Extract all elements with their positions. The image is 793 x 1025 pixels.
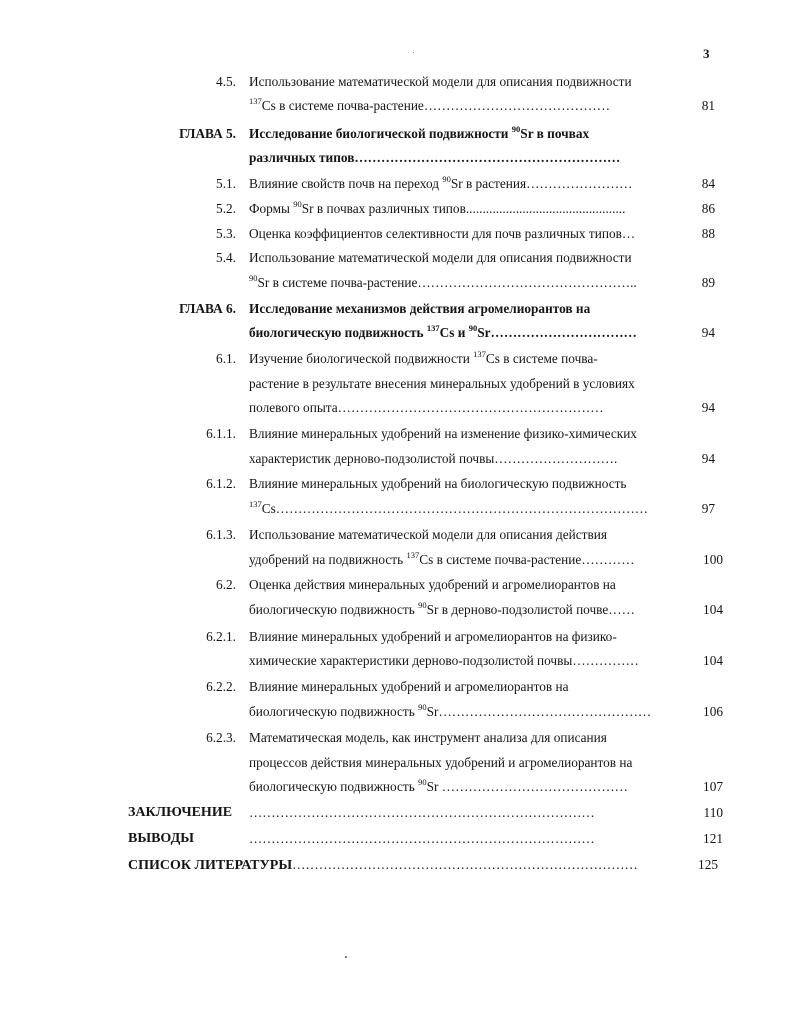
chapter-6-page: 94	[701, 325, 715, 340]
entry-6-2-2-title-line1: Влияние минеральных удобрений и агромелиорантов на	[249, 679, 569, 694]
entry-5-3-number: 5.3.	[216, 226, 236, 241]
entry-6-1-title-line2: растение в результате внесения минеральных удобрений в условиях	[249, 376, 635, 391]
entry-5-1-number: 5.1.	[216, 176, 236, 191]
entry-6-2-title-line1: Оценка действия минеральных удобрений и агромелиорантов на	[249, 577, 616, 592]
findings-title: ВЫВОДЫ	[128, 831, 194, 846]
chapter-5-number: ГЛАВА 5.	[179, 126, 236, 141]
chapter-5-title-line1: Исследование биологической подвижности $^{90}$Sr в почвах	[249, 124, 590, 141]
entry-5-2-title: Формы $^{90}$Sr в почвах различных типов................................................	[249, 199, 626, 216]
entry-5-2-page: 86	[701, 201, 715, 216]
literature-page: 125	[698, 857, 718, 872]
entry-6-2-3-title-line3: биологическую подвижность $^{90}$Sr ……………………………………	[249, 777, 628, 794]
entry-5-4-title-line2: $^{90}$Sr в системе почва-растение…………………………………………..	[249, 273, 637, 290]
chapter-6-title-line1: Исследование механизмов действия агромелиорантов на	[249, 301, 591, 316]
entry-6-1-1-page: 94	[701, 451, 715, 466]
chapter-5-title-line2: различных типов……………………………………………………	[249, 150, 621, 165]
entry-6-2-1-title-line1: Влияние минеральных удобрений и агромелиорантов на физико-	[249, 629, 617, 644]
entry-6-2-1-page: 104	[703, 653, 723, 668]
entry-4-5-number: 4.5.	[216, 74, 236, 89]
entry-6-2-3-title-line1: Математическая модель, как инструмент анализа для описания	[249, 730, 607, 745]
findings-page: 121	[703, 831, 723, 846]
entry-6-1-3-number: 6.1.3.	[206, 527, 236, 542]
entry-6-2-2-title-line2: биологическую подвижность $^{90}$Sr…………………………………………	[249, 702, 652, 719]
literature-title: СПИСОК ЛИТЕРАТУРЫ	[128, 858, 293, 873]
entry-4-5-title-line1: Использование математической модели для описания подвижности	[249, 74, 632, 89]
entry-6-1-3-title-line1: Использование математической модели для описания действия	[249, 527, 607, 542]
entry-6-2-3-page: 107	[703, 779, 723, 794]
entry-6-2-2-number: 6.2.2.	[206, 679, 236, 694]
entry-6-1-2-title-line1: Влияние минеральных удобрений на биологическую подвижность	[249, 476, 627, 491]
entry-6-2-page: 104	[703, 602, 723, 617]
literature-line	[128, 857, 688, 874]
conclusion-page: 110	[703, 805, 723, 820]
entry-6-2-title-line2: биологическую подвижность $^{90}$Sr в дерново-подзолистой почве……	[249, 600, 635, 617]
entry-6-1-2-number: 6.1.2.	[206, 476, 236, 491]
findings-leader: ……………………………………………………………………	[249, 831, 595, 846]
entry-6-1-page: 94	[701, 400, 715, 415]
entry-5-4-number: 5.4.	[216, 250, 236, 265]
entry-6-2-3-number: 6.2.3.	[206, 730, 236, 745]
entry-6-1-title-line1: Изучение биологической подвижности $^{137}$Cs в системе почва-	[249, 349, 598, 366]
entry-5-2-number: 5.2.	[216, 201, 236, 216]
entry-4-5-title-line2: $^{137}$Cs в системе почва-растение……………………………………	[249, 96, 610, 113]
entry-6-1-3-title-line2: удобрений на подвижность $^{137}$Cs в системе почва-растение…………	[249, 550, 635, 567]
entry-6-1-2-page: 97	[701, 501, 715, 516]
entry-6-1-1-title-line1: Влияние минеральных удобрений на изменение физико-химических	[249, 426, 637, 441]
entry-6-2-number: 6.2.	[216, 577, 236, 592]
entry-5-4-title-line1: Использование математической модели для описания подвижности	[249, 250, 632, 265]
conclusion-title: ЗАКЛЮЧЕНИЕ	[128, 805, 233, 820]
scan-speck	[345, 956, 347, 958]
scan-speck	[413, 52, 414, 53]
entry-6-2-3-title-line2: процессов действия минеральных удобрений и агромелиорантов на	[249, 755, 633, 770]
entry-6-1-title-line3: полевого опыта……………………………………………………	[249, 400, 604, 415]
entry-5-3-title: Оценка коэффициентов селективности для почв различных типов…	[249, 226, 636, 241]
entry-5-3-page: 88	[701, 226, 715, 241]
chapter-6-title-line2: биологическую подвижность $^{137}$Cs и $^{90}$Sr……………………………	[249, 323, 637, 340]
entry-6-1-number: 6.1.	[216, 351, 236, 366]
entry-6-1-1-title-line2: характеристик дерново-подзолистой почвы……………………….	[249, 451, 618, 466]
entry-4-5-page: 81	[701, 98, 715, 113]
chapter-6-number: ГЛАВА 6.	[179, 301, 236, 316]
entry-5-1-page: 84	[701, 176, 715, 191]
entry-6-2-1-number: 6.2.1.	[206, 629, 236, 644]
literature-leader: ……………………………………………………………………	[292, 857, 638, 872]
entry-5-4-page: 89	[701, 275, 715, 290]
entry-6-1-1-number: 6.1.1.	[206, 426, 236, 441]
entry-6-2-1-title-line2: химические характеристики дерново-подзолистой почвы……………	[249, 653, 639, 668]
entry-4-5-isotope-sup: 137	[249, 96, 262, 106]
entry-5-1-title: Влияние свойств почв на переход $^{90}$Sr в растения……………………	[249, 174, 633, 191]
page-number: 3	[703, 46, 710, 61]
conclusion-leader: ……………………………………………………………………	[249, 805, 595, 820]
entry-6-2-2-page: 106	[703, 704, 723, 719]
entry-6-1-3-page: 100	[703, 552, 723, 567]
entry-6-1-2-title-line2: $^{137}$Cs…………………………………………………………………………	[249, 499, 649, 516]
